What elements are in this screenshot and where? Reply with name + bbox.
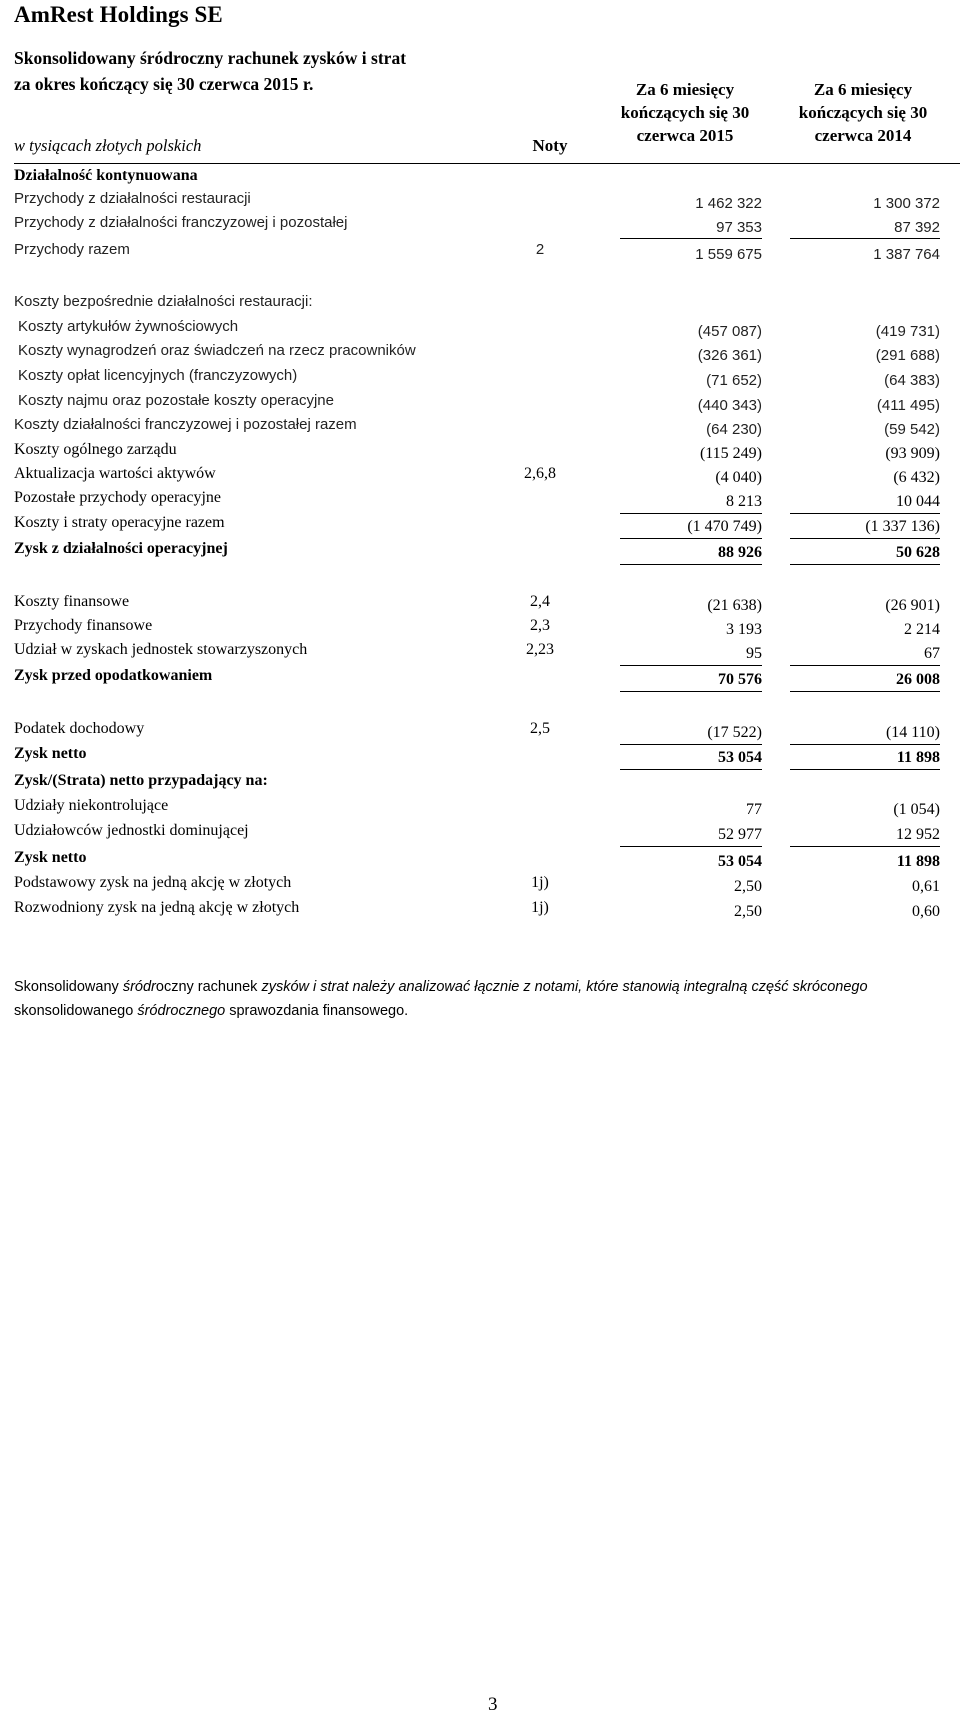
statement-row: [0, 342, 960, 366]
row-value-2014: 10 044: [790, 493, 940, 514]
statement-row: [0, 720, 960, 744]
column-header-2015-line3: czerwca 2015: [636, 126, 734, 145]
statement-row: [0, 874, 960, 898]
row-label: Koszty i straty operacyjne razem: [14, 514, 225, 531]
statement-row: [0, 441, 960, 465]
statement-row: [0, 822, 960, 846]
units-label: w tysiącach złotych polskich: [14, 136, 202, 155]
row-label: Podstawowy zysk na jedną akcję w złotych: [14, 874, 292, 891]
row-value-2015: (115 249): [699, 445, 762, 462]
row-note: 2,5: [530, 720, 550, 737]
page-number: 3: [488, 1694, 498, 1715]
row-value-2015: (21 638): [707, 597, 762, 614]
footnote-part: Skonsolidowany: [14, 979, 123, 995]
column-header-2015: [600, 78, 770, 147]
row-value-2014: 0,61: [912, 878, 940, 895]
row-label: Koszty najmu oraz pozostałe koszty operacyjne: [18, 392, 334, 409]
row-note: 2: [535, 241, 545, 258]
row-note: 2,6,8: [524, 465, 556, 482]
statement-row: [0, 489, 960, 513]
row-value-2015: 3 193: [726, 621, 762, 638]
row-label: Udziałowców jednostki dominującej: [14, 822, 249, 839]
row-label: Zysk netto: [14, 849, 87, 866]
row-label: Działalność kontynuowana: [14, 167, 198, 184]
footnote: [14, 975, 944, 1023]
statement-row: [0, 167, 960, 191]
column-header-2014-line2: kończących się 30: [798, 103, 928, 122]
statement-row: [0, 617, 960, 641]
row-label: Koszty artykułów żywnościowych: [18, 318, 239, 335]
row-value-2014: 12 952: [790, 826, 940, 847]
row-value-2015: (457 087): [697, 323, 762, 340]
column-header-2015-line1: Za 6 miesięcy: [635, 80, 735, 99]
footnote-part: zysków i strat należy analizować łącznie z notami, które stanowią integralną część skróconego: [261, 979, 868, 995]
row-value-2015: 1 462 322: [695, 195, 762, 212]
statement-row: [0, 465, 960, 489]
statement-row: [0, 214, 960, 238]
statement-row: [0, 318, 960, 342]
row-value-2015: (71 652): [706, 372, 762, 389]
row-label: Koszty finansowe: [14, 593, 130, 610]
statement-row: [0, 241, 960, 265]
row-value-2014: (419 731): [875, 323, 940, 340]
row-label: Zysk z działalności operacyjnej: [14, 540, 228, 557]
row-value-2014: 11 898: [790, 749, 940, 770]
row-note: 1j): [531, 874, 549, 891]
row-label: Przychody z działalności restauracji: [14, 190, 251, 207]
row-value-2014: 11 898: [896, 853, 940, 870]
column-header-2014-line3: czerwca 2014: [814, 126, 912, 145]
row-note: 2,23: [526, 641, 554, 658]
row-value-2014: (411 495): [876, 397, 940, 414]
row-value-2014: 1 300 372: [873, 195, 940, 212]
row-value-2015: 52 977: [620, 826, 762, 847]
notes-column-header: Noty: [532, 136, 568, 155]
row-note: 1j): [531, 899, 549, 916]
row-value-2014: (291 688): [875, 347, 940, 364]
row-note: 2,3: [530, 617, 550, 634]
row-value-2014: 26 008: [790, 671, 940, 692]
statement-row: [0, 367, 960, 391]
row-value-2014: (1 054): [893, 801, 940, 818]
statement-title-line1: Skonsolidowany śródroczny rachunek zysków i strat: [14, 48, 407, 68]
column-header-2015-line2: kończących się 30: [620, 103, 750, 122]
row-label: Przychody finansowe: [14, 617, 153, 634]
row-value-2015: (1 470 749): [620, 518, 762, 539]
statement-row: [0, 899, 960, 923]
statement-row: [0, 540, 960, 564]
statement-row: [0, 745, 960, 769]
row-label: Koszty wynagrodzeń oraz świadczeń na rzecz pracowników: [18, 342, 416, 359]
statement-row: [0, 514, 960, 538]
row-value-2015: 53 054: [718, 853, 762, 870]
company-name: AmRest Holdings SE: [14, 2, 223, 27]
row-value-2015: 97 353: [620, 219, 762, 239]
row-label: Koszty ogólnego zarządu: [14, 441, 177, 458]
row-value-2014: (26 901): [885, 597, 940, 614]
statement-title-line2: za okres kończący się 30 czerwca 2015 r.: [14, 74, 314, 94]
row-value-2015: 1 559 675: [695, 246, 762, 263]
row-value-2015: 95: [620, 645, 762, 666]
row-label: Podatek dochodowy: [14, 720, 145, 737]
row-label: Aktualizacja wartości aktywów: [14, 465, 216, 482]
row-value-2014: 67: [790, 645, 940, 666]
row-value-2015: 77: [746, 801, 762, 818]
row-value-2015: 2,50: [734, 878, 762, 895]
row-label: Rozwodniony zysk na jedną akcję w złotych: [14, 899, 300, 916]
statement-row: [0, 293, 960, 317]
footnote-part: skonsolidowanego: [14, 1003, 138, 1019]
statement-row: [0, 667, 960, 691]
statement-row: [0, 416, 960, 440]
row-value-2014: 0,60: [912, 903, 940, 920]
row-value-2014: (14 110): [790, 724, 940, 745]
row-label: Koszty opłat licencyjnych (franczyzowych): [18, 367, 298, 384]
row-value-2015: 88 926: [620, 544, 762, 565]
row-label: Przychody z działalności franczyzowej i pozostałej: [14, 214, 348, 231]
row-value-2014: (59 542): [884, 421, 940, 438]
row-label: Przychody razem: [14, 241, 130, 258]
row-value-2015: (64 230): [706, 421, 762, 438]
row-label: Zysk/(Strata) netto przypadający na:: [14, 772, 268, 789]
row-value-2015: 53 054: [620, 749, 762, 770]
statement-row: [0, 849, 960, 873]
header-rule: [14, 163, 960, 164]
footnote-part: sprawozdania finansowego.: [225, 1003, 409, 1019]
row-label: Koszty bezpośrednie działalności restauracji:: [14, 293, 313, 310]
row-value-2015: 8 213: [620, 493, 762, 514]
row-value-2015: (326 361): [697, 347, 762, 364]
row-value-2015: 2,50: [734, 903, 762, 920]
row-label: Udziały niekontrolujące: [14, 797, 169, 814]
row-label: Koszty działalności franczyzowej i pozostałej razem: [14, 416, 357, 433]
footnote-part: oczny rachunek: [155, 979, 262, 995]
column-header-2014-line1: Za 6 miesięcy: [813, 80, 913, 99]
statement-row: [0, 190, 960, 214]
footnote-part: śródrocznego: [137, 1003, 226, 1019]
row-value-2014: (1 337 136): [790, 518, 940, 539]
row-value-2015: 70 576: [620, 671, 762, 692]
statement-row: [0, 797, 960, 821]
statement-row: [0, 593, 960, 617]
row-value-2014: 2 214: [904, 621, 940, 638]
row-value-2014: (93 909): [885, 445, 940, 462]
statement-row: [0, 772, 960, 796]
row-value-2014: 87 392: [790, 219, 940, 239]
row-label: Udział w zyskach jednostek stowarzyszonych: [14, 641, 308, 658]
row-value-2014: 50 628: [790, 544, 940, 565]
column-header-2014: [778, 78, 948, 147]
footnote-part: śródr: [122, 979, 156, 995]
row-label: Pozostałe przychody operacyjne: [14, 489, 222, 506]
row-note: 2,4: [530, 593, 550, 610]
row-value-2014: (6 432): [893, 469, 940, 486]
statement-row: [0, 392, 960, 416]
row-value-2014: 1 387 764: [873, 246, 940, 263]
row-value-2015: (17 522): [620, 724, 762, 745]
row-value-2015: (4 040): [715, 469, 762, 486]
row-label: Zysk przed opodatkowaniem: [14, 667, 213, 684]
row-value-2015: (440 343): [697, 397, 762, 414]
row-value-2014: (64 383): [884, 372, 940, 389]
row-label: Zysk netto: [14, 745, 87, 762]
statement-row: [0, 641, 960, 665]
